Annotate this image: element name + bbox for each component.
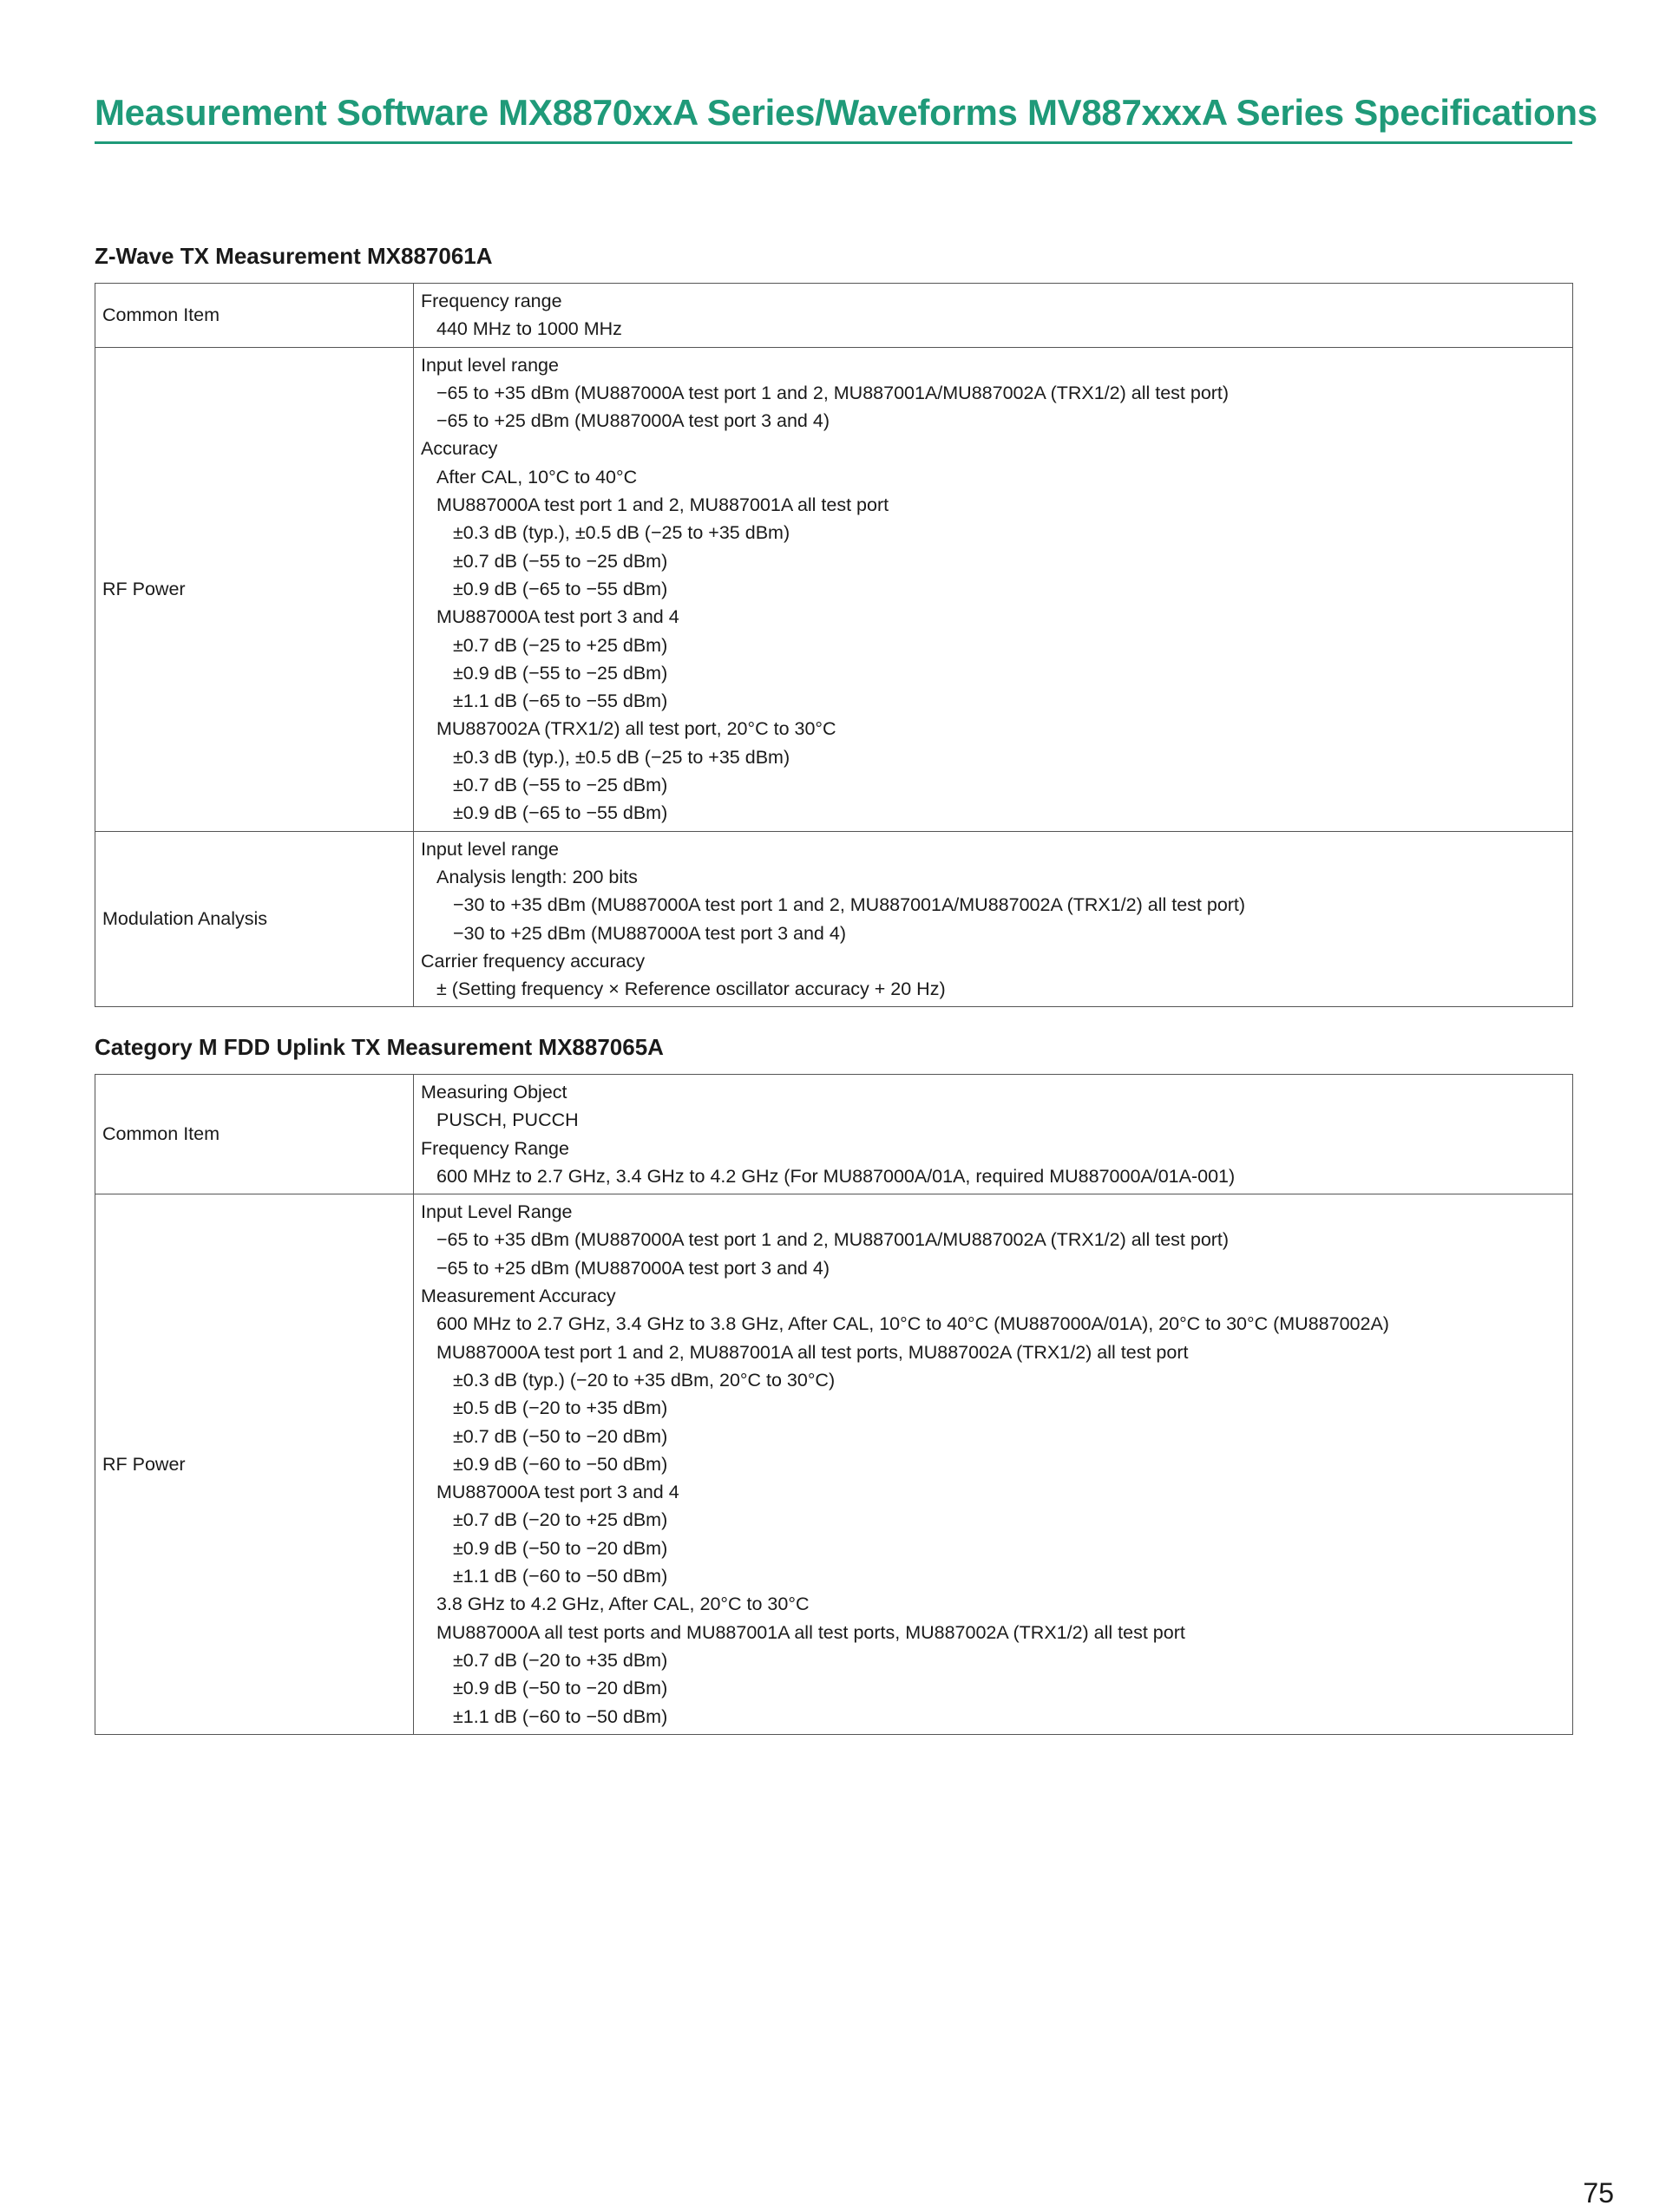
- spec-row-label: RF Power: [95, 1194, 414, 1735]
- spec-row-values: [414, 284, 1573, 348]
- spec-row-label: RF Power: [95, 347, 414, 831]
- spec-line: −65 to +25 dBm (MU887000A test port 3 and 4): [436, 410, 830, 432]
- spec-line: ±1.1 dB (−60 to −50 dBm): [453, 1705, 668, 1727]
- spec-row: [95, 831, 1573, 1007]
- spec-row-label: Modulation Analysis: [95, 831, 414, 1007]
- spec-line: Input Level Range: [421, 1201, 573, 1223]
- spec-line: ±0.5 dB (−20 to +35 dBm): [453, 1397, 668, 1419]
- spec-line: ±0.7 dB (−55 to −25 dBm): [453, 775, 668, 796]
- spec-line: Frequency Range: [421, 1137, 569, 1159]
- spec-line: PUSCH, PUCCH: [436, 1109, 579, 1131]
- spec-line: MU887000A all test ports and MU887001A all test ports, MU887002A (TRX1/2) all test port: [436, 1621, 1185, 1643]
- spec-row-values: [414, 1194, 1573, 1735]
- page-number: 75: [1583, 2177, 1614, 2209]
- spec-row: [95, 1075, 1573, 1194]
- section-heading-zwave: Z-Wave TX Measurement MX887061A: [95, 243, 493, 269]
- spec-line: 440 MHz to 1000 MHz: [436, 318, 622, 340]
- spec-line: MU887000A test port 1 and 2, MU887001A all test port: [436, 494, 889, 516]
- spec-line: Input level range: [421, 838, 559, 860]
- spec-line: ±0.3 dB (typ.), ±0.5 dB (−25 to +35 dBm): [453, 746, 790, 768]
- spec-row: [95, 284, 1573, 348]
- spec-line: ±0.9 dB (−55 to −25 dBm): [453, 662, 668, 684]
- section-heading-catm: Category M FDD Uplink TX Measurement MX887065A: [95, 1034, 664, 1060]
- spec-line: ±1.1 dB (−65 to −55 dBm): [453, 690, 668, 712]
- spec-line: ±0.9 dB (−50 to −20 dBm): [453, 1678, 668, 1699]
- spec-line: ±0.7 dB (−55 to −25 dBm): [453, 550, 668, 572]
- spec-line: ±0.7 dB (−20 to +25 dBm): [453, 1509, 668, 1531]
- spec-line: ±0.7 dB (−20 to +35 dBm): [453, 1649, 668, 1671]
- spec-line: MU887000A test port 1 and 2, MU887001A all test ports, MU887002A (TRX1/2) all test port: [436, 1341, 1189, 1363]
- spec-row-values: [414, 1075, 1573, 1194]
- spec-table-zwave: [95, 283, 1573, 1007]
- spec-line: 3.8 GHz to 4.2 GHz, After CAL, 20°C to 30°C: [436, 1594, 810, 1615]
- title-divider: [95, 141, 1572, 144]
- spec-line: ±0.9 dB (−50 to −20 dBm): [453, 1537, 668, 1559]
- spec-line: ± (Setting frequency × Reference oscillator accuracy + 20 Hz): [436, 978, 946, 1000]
- spec-line: Analysis length: 200 bits: [436, 866, 638, 887]
- spec-line: ±0.9 dB (−65 to −55 dBm): [453, 578, 668, 599]
- spec-row: [95, 1194, 1573, 1735]
- spec-line: Measuring Object: [421, 1082, 567, 1103]
- spec-line: ±0.9 dB (−60 to −50 dBm): [453, 1453, 668, 1475]
- spec-line: ±0.7 dB (−25 to +25 dBm): [453, 634, 668, 656]
- spec-line: MU887002A (TRX1/2) all test port, 20°C to 30°C: [436, 718, 836, 740]
- spec-row: [95, 347, 1573, 831]
- spec-line: After CAL, 10°C to 40°C: [436, 466, 638, 488]
- spec-line: −65 to +35 dBm (MU887000A test port 1 and 2, MU887001A/MU887002A (TRX1/2) all test port): [436, 1229, 1230, 1251]
- spec-line: −30 to +25 dBm (MU887000A test port 3 and 4): [453, 922, 846, 944]
- spec-line: Accuracy: [421, 438, 498, 460]
- spec-line: 600 MHz to 2.7 GHz, 3.4 GHz to 4.2 GHz (For MU887000A/01A, required MU887000A/01A-001): [436, 1165, 1236, 1187]
- spec-line: Carrier frequency accuracy: [421, 950, 646, 972]
- spec-line: −65 to +25 dBm (MU887000A test port 3 and 4): [436, 1257, 830, 1279]
- spec-table-catm: [95, 1074, 1573, 1735]
- spec-line: MU887000A test port 3 and 4: [436, 606, 679, 628]
- spec-line: Input level range: [421, 354, 559, 376]
- page-title: Measurement Software MX8870xxA Series/Waveforms MV887xxxA Series Specifications: [95, 92, 1597, 133]
- spec-line: −30 to +35 dBm (MU887000A test port 1 and 2, MU887001A/MU887002A (TRX1/2) all test port): [453, 894, 1246, 916]
- spec-line: ±0.7 dB (−50 to −20 dBm): [453, 1425, 668, 1447]
- spec-line: 600 MHz to 2.7 GHz, 3.4 GHz to 3.8 GHz, After CAL, 10°C to 40°C (MU887000A/01A), 20°C to 30°C (MU887002A): [436, 1313, 1389, 1335]
- spec-line: ±0.9 dB (−65 to −55 dBm): [453, 802, 668, 824]
- spec-row-label: Common Item: [95, 284, 414, 348]
- spec-line: MU887000A test port 3 and 4: [436, 1482, 679, 1503]
- spec-line: ±1.1 dB (−60 to −50 dBm): [453, 1566, 668, 1587]
- spec-line: Measurement Accuracy: [421, 1286, 616, 1307]
- spec-row-values: [414, 831, 1573, 1007]
- spec-line: −65 to +35 dBm (MU887000A test port 1 and 2, MU887001A/MU887002A (TRX1/2) all test port): [436, 382, 1230, 403]
- spec-line: ±0.3 dB (typ.), ±0.5 dB (−25 to +35 dBm): [453, 522, 790, 544]
- spec-row-label: Common Item: [95, 1075, 414, 1194]
- spec-row-values: [414, 347, 1573, 831]
- spec-line: ±0.3 dB (typ.) (−20 to +35 dBm, 20°C to 30°C): [453, 1369, 836, 1391]
- spec-line: Frequency range: [421, 291, 562, 311]
